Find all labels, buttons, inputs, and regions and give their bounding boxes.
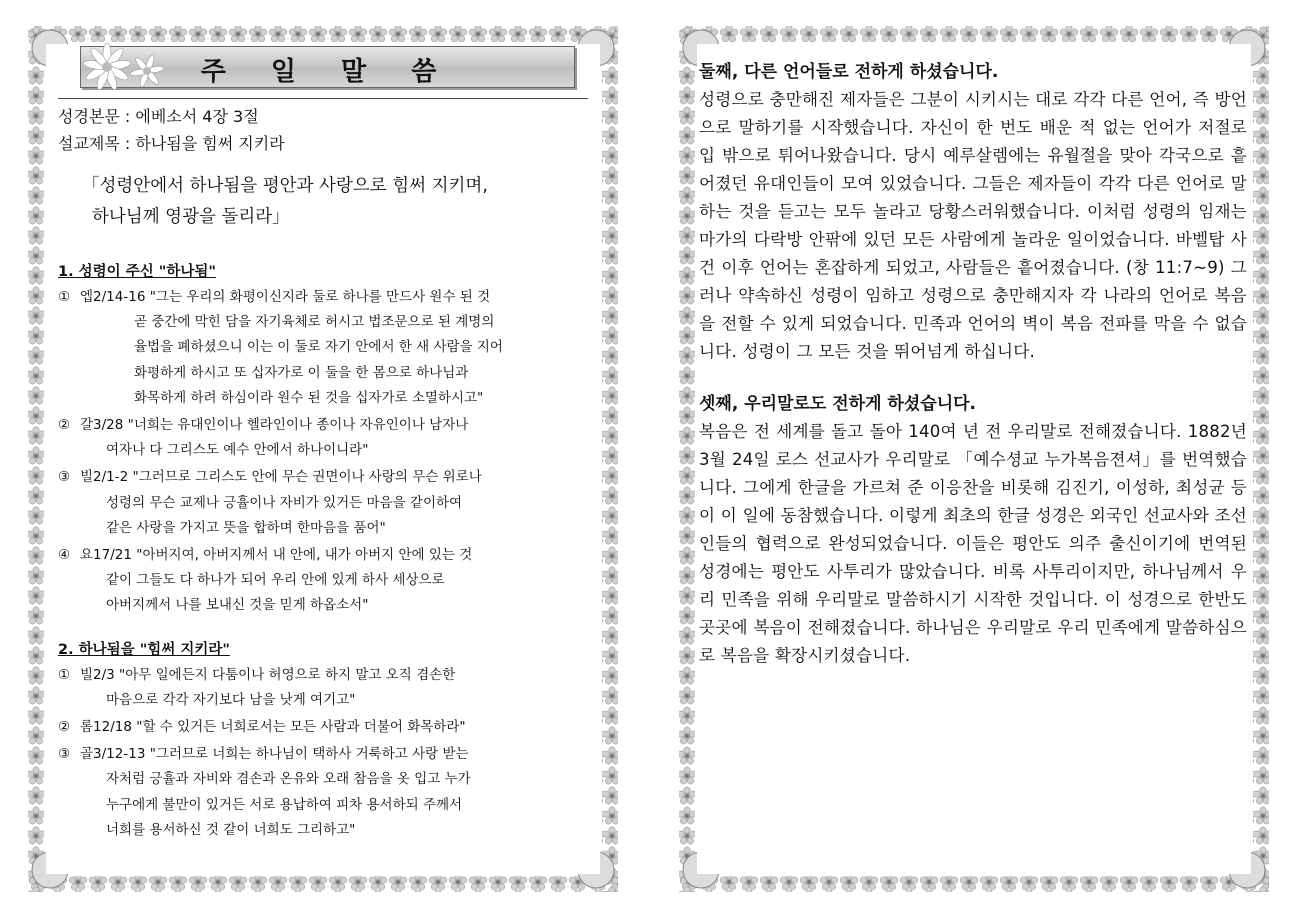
sermon-meta <box>58 103 588 157</box>
section-1-item-3 <box>58 465 588 541</box>
item-line: 화목하게 하려 하심이라 원수 된 것을 십자가로 소멸하시고" <box>134 389 484 406</box>
section-third-heading: 셋째, 우리말로도 전하게 하셨습니다. <box>699 394 977 414</box>
item-number: ① <box>58 289 71 305</box>
item-line: 갈3/28 "너희는 유대인이나 헬라인이나 종이나 자유인이나 남자나 <box>80 417 469 434</box>
item-line: 같은 사랑을 가지고 뜻을 합하며 한마음을 품어" <box>106 519 386 536</box>
item-line: 화평하게 하시고 또 십자가로 이 둘을 한 몸으로 하나님과 <box>134 364 469 381</box>
item-line: 빌2/1-2 "그러므로 그리스도 안에 무슨 권면이나 사랑의 무슨 위로나 <box>80 469 482 486</box>
header-divider <box>58 98 588 99</box>
item-line: 너희를 용서하신 것 같이 너희도 그리하고" <box>106 821 356 838</box>
item-line: 마음으로 각각 자기보다 남을 낫게 여기고" <box>106 691 356 708</box>
item-line: 골3/12-13 "그러므로 너희는 하나님이 택하사 거룩하고 사랑 받는 <box>80 746 469 763</box>
section-1-item-2 <box>58 413 588 463</box>
scripture-line: 성경본문 : 에베소서 4장 3절 <box>58 107 259 126</box>
item-line: 아버지께서 나를 보내신 것을 믿게 하옵소서" <box>106 597 369 614</box>
section-spacer <box>699 366 1247 390</box>
item-line: 곧 중간에 막힌 담을 자기육체로 허시고 법조문으로 된 계명의 <box>134 314 495 331</box>
item-number: ③ <box>58 469 71 486</box>
left-content <box>58 46 588 843</box>
title-banner <box>80 46 575 88</box>
section-third-paragraph: 복음은 전 세계를 돌고 돌아 140여 년 전 우리말로 전해졌습니다. 1882년 3월 24일 로스 선교사가 우리말로 「예수셩교 누가복음젼셔」를 번역했습니다. 그에게 한글을 가르쳐 준 이응찬을 비롯해 김진기, 이성하, 최성균 등이 이 일에 동참했습니다. 이렇게 최초의 한글 성경은 외국인 선교사와 조선인들의 협력으로 완성되었습니다. 이들은 평안도 의주 출신이기에 번역된 성경에는 평안도 사투리가 많았습니다. 비록 사투리이지만, 하나님께서 우리 민족을 위해 우리말로 말씀하시기 시작한 것입니다. 이 성경으로 한반도 곳곳에 복음이 전해졌습니다. 하나님은 우리말로 우리 민족에게 말씀하심으로 복음을 확장시키셨습니다. <box>699 422 1247 665</box>
left-page <box>28 26 618 892</box>
item-line: 롬12/18 "할 수 있거든 너희로서는 모든 사람과 더불어 화목하라" <box>80 719 466 736</box>
right-page <box>679 26 1269 892</box>
item-number: ④ <box>58 547 71 564</box>
key-verse-quote <box>58 171 588 233</box>
item-line: 율법을 폐하셨으니 이는 이 둘로 자기 안에서 한 새 사람을 지어 <box>134 339 503 356</box>
section-1-item-1 <box>58 285 588 411</box>
item-number: ② <box>58 719 71 736</box>
item-line: 여자나 다 그리스도 예수 안에서 하나이니라" <box>106 442 369 459</box>
item-line: 엡2/14-16 "그는 우리의 화평이신지라 둘로 하나를 만드사 원수 된 것 <box>80 289 491 305</box>
section-2-item-1 <box>58 663 588 713</box>
item-line: 성령의 무슨 교제나 긍휼이나 자비가 있거든 마음을 같이하여 <box>106 494 463 511</box>
right-content <box>699 58 1247 670</box>
page-title: 주 일 말 씀 <box>200 57 455 87</box>
item-line: 빌2/3 "아무 일에든지 다툼이나 허영으로 하지 말고 오직 겸손한 <box>80 666 456 683</box>
section-2-item-3 <box>58 742 588 843</box>
section-2-title: 2. 하나됨을 "힘써 지키라" <box>58 641 230 658</box>
item-line: 같이 그들도 다 하나가 되어 우리 안에 있게 하사 세상으로 <box>106 572 445 589</box>
sermon-title-line: 설교제목 : 하나됨을 힘써 지키라 <box>58 134 285 153</box>
section-2-item-2 <box>58 715 588 740</box>
item-number: ② <box>58 417 71 434</box>
section-1-title: 1. 성령이 주신 "하나됨" <box>58 264 216 280</box>
item-line: 누구에게 불만이 있거든 서로 용납하여 피차 용서하되 주께서 <box>106 796 463 813</box>
section-1-item-4 <box>58 543 588 619</box>
quote-line-2: 하나님께 영광을 돌리라」 <box>92 207 290 227</box>
item-number: ① <box>58 666 71 683</box>
item-number: ③ <box>58 746 71 763</box>
item-line: 자처럼 긍휼과 자비와 겸손과 온유와 오래 참음을 옷 입고 누가 <box>106 771 471 788</box>
section-second-paragraph: 성령으로 충만해진 제자들은 그분이 시키시는 대로 각각 다른 언어, 즉 방언으로 말하기를 시작했습니다. 자신이 한 번도 배운 적 없는 언어가 저절로 입 밖으로 튀어나왔습니다. 당시 예루살렘에는 유월절을 맞아 각국으로 흩어졌던 유대인들이 모여 있었습니다. 그들은 제자들이 각각 다른 언어로 말하는 것을 듣고는 모두 놀라고 당황스러워했습니다. 이처럼 성령의 임재는 마가의 다락방 안팎에 있던 모든 사람에게 놀라운 일이었습니다. 바벨탑 사건 이후 언어는 혼잡하게 되었고, 사람들은 흩어졌습니다. (창 11:7~9) 그러나 약속하신 성령이 임하고 성령으로 충만해지자 각 나라의 언어로 복음을 전할 수 있게 되었습니다. 민족과 언어의 벽이 복음 전파를 막을 수 없습니다. 성령이 그 모든 것을 뛰어넘게 하십니다. <box>699 90 1247 361</box>
quote-line-1: 「성령안에서 하나됨을 평안과 사랑으로 힘써 지키며, <box>82 176 488 196</box>
section-second-heading: 둘째, 다른 언어들로 전하게 하셨습니다. <box>699 62 999 82</box>
item-line: 요17/21 "아버지여, 아버지께서 내 안에, 내가 아버지 안에 있는 것 <box>80 547 473 564</box>
